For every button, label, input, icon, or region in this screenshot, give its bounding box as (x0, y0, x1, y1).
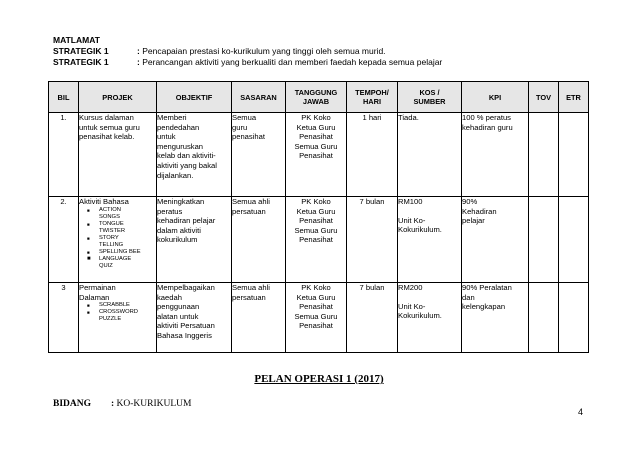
cell-tempoh: 7 bulan (347, 283, 398, 353)
table-row (49, 283, 589, 353)
cell-projek: Kursus dalaman untuk semua guru penasihat kelab. (79, 113, 157, 197)
cell-tempoh: 1 hari (347, 113, 398, 197)
table-row (49, 197, 589, 283)
bidang-line: BIDANG : KO-KURIKULUM (53, 399, 192, 409)
cell-etr (559, 113, 589, 197)
cell-bil: 2. (49, 197, 79, 283)
cell-tanggung-jawab: PK Koko Ketua Guru Penasihat Semua Guru Penasihat (286, 197, 347, 283)
cell-etr (559, 283, 589, 353)
cell-projek: Aktiviti Bahasa ■ ACTION SONGS ■ TONGUE TWISTER ■ STORY TELLING ■ SPELLING BEE ■ LANGUAGE QUIZ (79, 197, 157, 283)
cell-bil: 1. (49, 113, 79, 197)
list-item: ■ SCRABBLE (87, 302, 156, 309)
page-number: 4 (578, 407, 584, 417)
cell-projek: Permainan Dalaman ■ SCRABBLE ■ CROSSWORD PUZZLE (79, 283, 157, 353)
col-header-sasaran: SASARAN (232, 82, 286, 113)
list-item: ■ LANGUAGE QUIZ (87, 256, 156, 270)
list-item: ■ SPELLING BEE (87, 249, 156, 256)
cell-kpi: 90% Peralatan dan kelengkapan (462, 283, 529, 353)
cell-tempoh: 7 bulan (347, 197, 398, 283)
table-header-row (49, 82, 589, 113)
cell-tov (529, 197, 559, 283)
cell-tanggung-jawab: PK Koko Ketua Guru Penasihat Semua Guru Penasihat (286, 113, 347, 197)
col-header-tov: TOV (529, 82, 559, 113)
header-strategik-1: STRATEGIK 1 : Pencapaian prestasi ko-kurikulum yang tinggi oleh semua murid. (53, 46, 386, 56)
cell-kos: RM100 Unit Ko- Kokurikulum. (398, 197, 462, 283)
cell-kpi: 100 % peratus kehadiran guru (462, 113, 529, 197)
cell-tanggung-jawab: PK Koko Ketua Guru Penasihat Semua Guru Penasihat (286, 283, 347, 353)
cell-bil: 3 (49, 283, 79, 353)
list-item: ■ CROSSWORD PUZZLE (87, 309, 156, 323)
cell-kos: RM200 Unit Ko- Kokurikulum. (398, 283, 462, 353)
cell-sasaran: Semua guru penasihat (232, 113, 286, 197)
list-item: ■ TONGUE TWISTER (87, 221, 156, 235)
cell-etr (559, 197, 589, 283)
cell-sasaran: Semua ahli persatuan (232, 283, 286, 353)
cell-tov (529, 283, 559, 353)
cell-sasaran: Semua ahli persatuan (232, 197, 286, 283)
cell-tov (529, 113, 559, 197)
header-strategik-2: STRATEGIK 1 : Perancangan aktiviti yang berkualiti dan memberi faedah kepada semua pelajar (53, 57, 443, 67)
header-matlamat: MATLAMAT (53, 35, 100, 45)
cell-objektif: Mempelbagaikan kaedah penggunaan alatan untuk aktiviti Persatuan Bahasa Inggeris (157, 283, 232, 353)
operation-plan-table (48, 81, 589, 353)
col-header-kos: KOS / SUMBER (398, 82, 462, 113)
cell-kpi: 90% Kehadiran pelajar (462, 197, 529, 283)
cell-kos: Tiada. (398, 113, 462, 197)
cell-objektif: Meningkatkan peratus kehadiran pelajar dalam aktiviti kokurikulum (157, 197, 232, 283)
col-header-kpi: KPI (462, 82, 529, 113)
col-header-projek: PROJEK (79, 82, 157, 113)
cell-objektif: Memberi pendedahan untuk menguruskan kelab dan aktiviti- aktiviti yang bakal dijalankan. (157, 113, 232, 197)
table-row (49, 113, 589, 197)
col-header-etr: ETR (559, 82, 589, 113)
page-title: PELAN OPERASI 1 (2017) (254, 373, 384, 385)
list-item: ■ STORY TELLING (87, 235, 156, 249)
list-item: ■ ACTION SONGS (87, 207, 156, 221)
col-header-tanggung-jawab: TANGGUNG JAWAB (286, 82, 347, 113)
col-header-bil: BIL (49, 82, 79, 113)
col-header-objektif: OBJEKTIF (157, 82, 232, 113)
col-header-tempoh: TEMPOH/ HARI (347, 82, 398, 113)
